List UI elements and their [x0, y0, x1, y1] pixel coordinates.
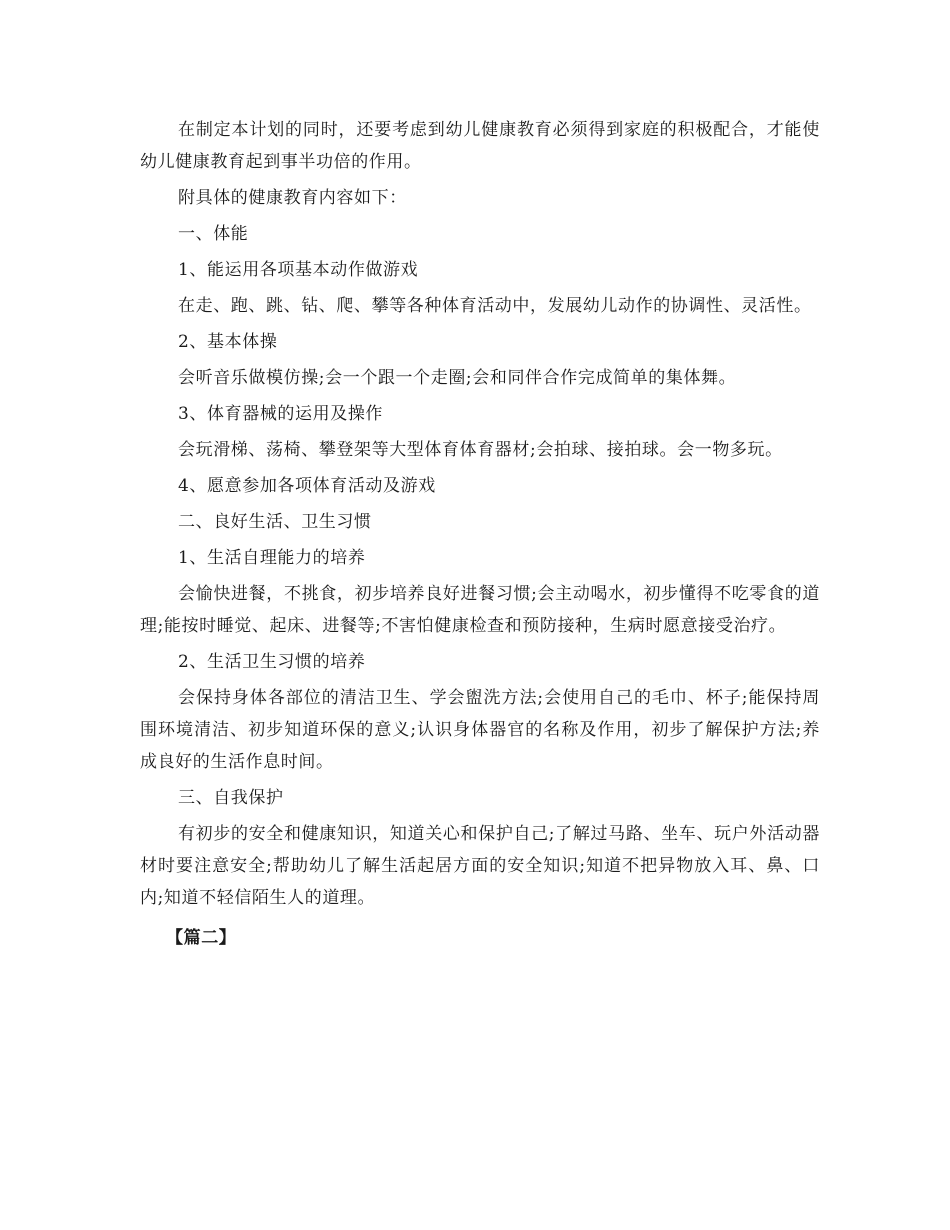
subheading-basic-movements: 1、能运用各项基本动作做游戏 [178, 260, 419, 280]
paragraph-eating-sleeping: 会愉快进餐，不挑食，初步培养良好进餐习惯;会主动喝水，初步懂得不吃零食的道理;能按时睡觉、起床、进餐等;不害怕健康检查和预防接种，生病时愿意接受治疗。 [140, 584, 820, 636]
subheading-self-care: 1、生活自理能力的培养 [178, 548, 366, 568]
heading-self-protection: 三、自我保护 [178, 788, 284, 808]
subheading-hygiene-habits: 2、生活卫生习惯的培养 [178, 652, 366, 672]
paragraph-safety-knowledge: 有初步的安全和健康知识，知道关心和保护自己;了解过马路、坐车、玩户外活动器材时要注意安全;帮助幼儿了解生活起居方面的安全知识;知道不把异物放入耳、鼻、口内;知道不轻信陌生人的道理。 [140, 824, 820, 908]
heading-physical-ability: 一、体能 [178, 224, 249, 244]
subheading-basic-exercises: 2、基本体操 [178, 332, 278, 352]
heading-living-habits: 二、良好生活、卫生习惯 [178, 512, 372, 532]
section-mark-part-two: 【篇二】 [166, 928, 237, 948]
document-body [140, 114, 820, 954]
subheading-willing-participate: 4、愿意参加各项体育活动及游戏 [178, 476, 436, 496]
paragraph-family-cooperation: 在制定本计划的同时，还要考虑到幼儿健康教育必须得到家庭的积极配合，才能使幼儿健康教育起到事半功倍的作用。 [140, 120, 820, 172]
paragraph-equipment-play: 会玩滑梯、荡椅、攀登架等大型体育体育器材;会拍球、接拍球。会一物多玩。 [178, 440, 783, 460]
paragraph-content-intro: 附具体的健康教育内容如下： [178, 188, 407, 208]
paragraph-music-exercise: 会听音乐做模仿操;会一个跟一个走圈;会和同伴合作完成简单的集体舞。 [178, 368, 737, 388]
subheading-sports-equipment: 3、体育器械的运用及操作 [178, 404, 384, 424]
paragraph-hygiene-details: 会保持身体各部位的清洁卫生、学会盥洗方法;会使用自己的毛巾、杯子;能保持周围环境清洁、初步知道环保的意义;认识身体器官的名称及作用，初步了解保护方法;养成良好的生活作息时间。 [140, 688, 820, 772]
paragraph-sports-activities: 在走、跑、跳、钻、爬、攀等各种体育活动中，发展幼儿动作的协调性、灵活性。 [178, 296, 812, 316]
